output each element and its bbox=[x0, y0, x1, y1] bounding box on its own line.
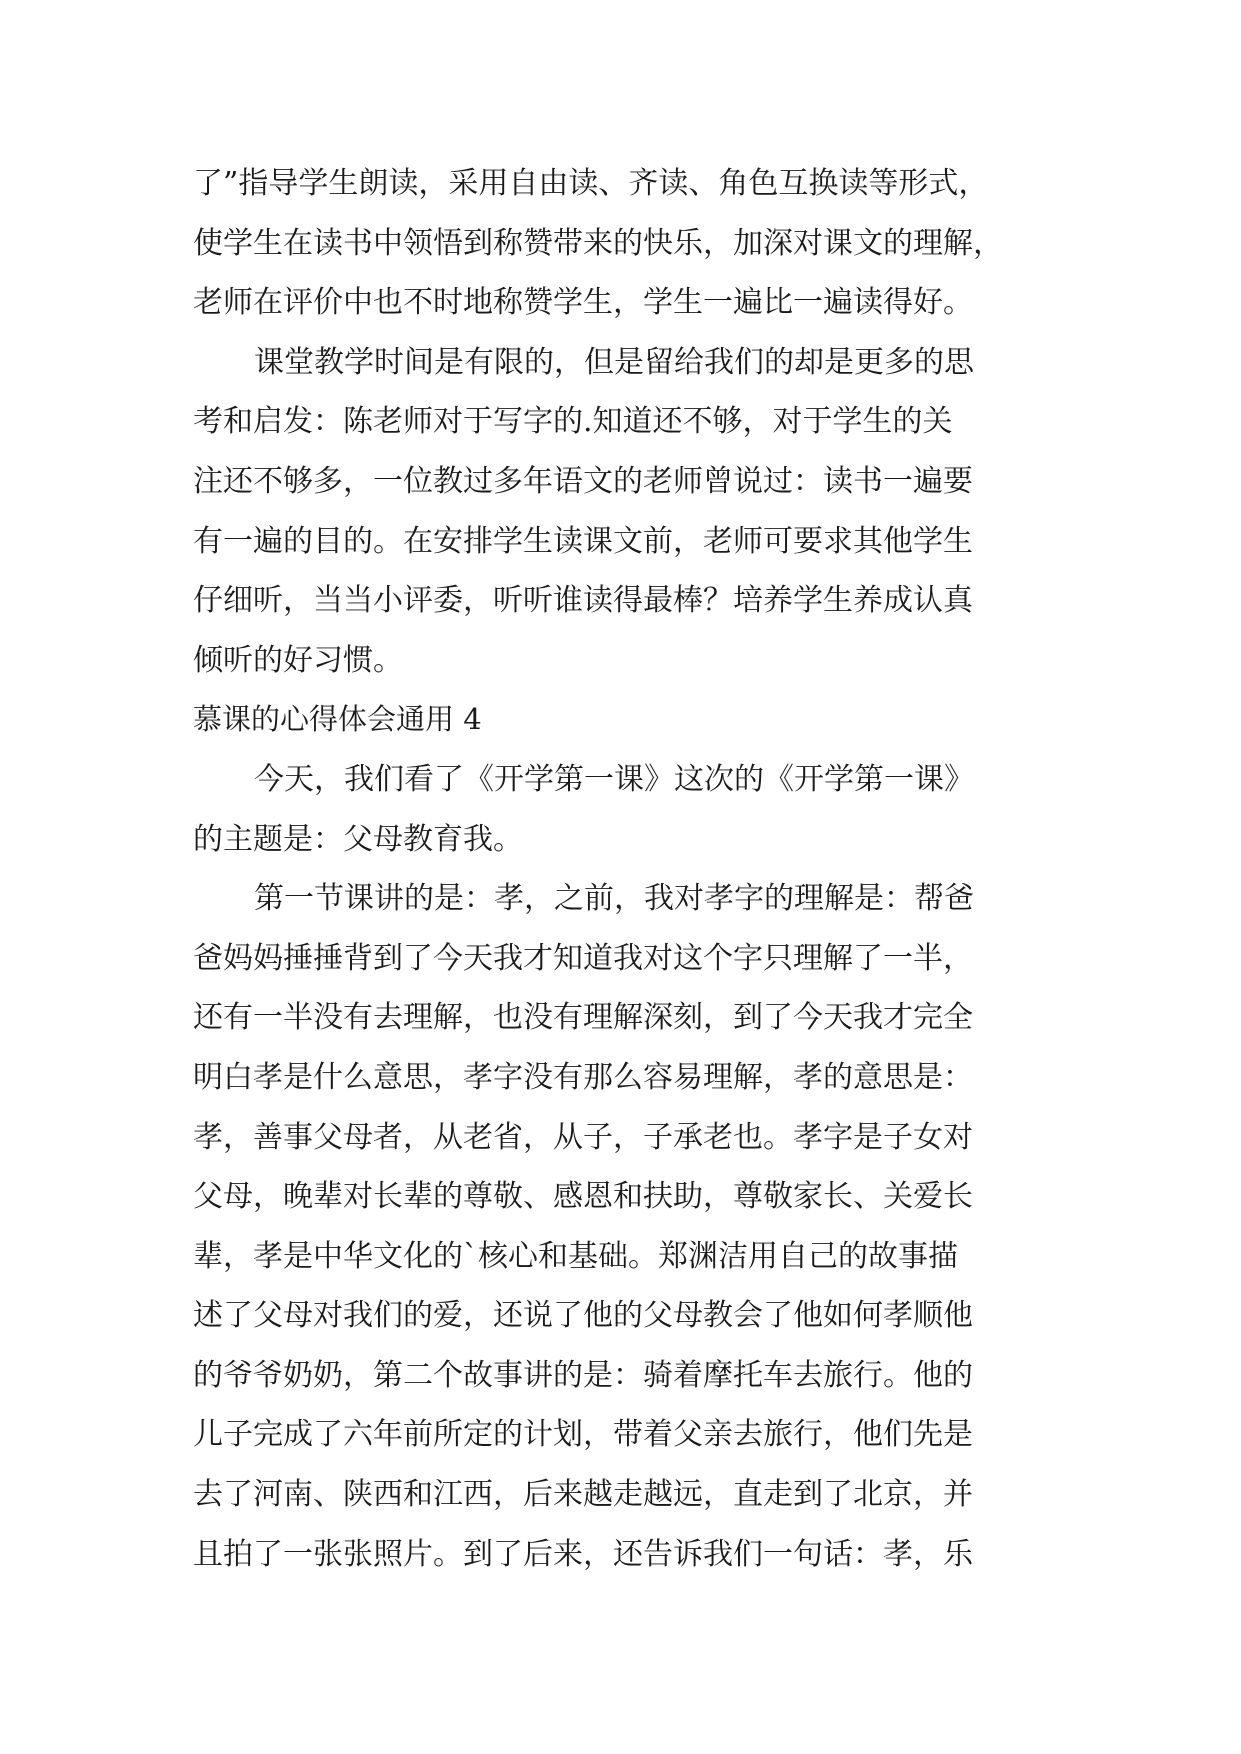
text-line: 还有一半没有去理解，也没有理解深刻，到了今天我才完全 bbox=[193, 1000, 973, 1036]
text-line: 有一遍的目的。在安排学生读课文前，老师可要求其他学生 bbox=[193, 523, 973, 559]
text-line: 仔细听，当当小评委，听听谁读得最棒？培养学生养成认真 bbox=[193, 583, 973, 619]
text-line: 述了父母对我们的爱，还说了他的父母教会了他如何孝顺他 bbox=[193, 1298, 973, 1334]
text-line: 父母，晚辈对长辈的尊敬、感恩和扶助，尊敬家长、关爱长 bbox=[193, 1179, 973, 1215]
text-line: 明白孝是什么意思，孝字没有那么容易理解，孝的意思是： bbox=[193, 1059, 973, 1095]
text-line: 且拍了一张张照片。到了后来，还告诉我们一句话：孝，乐 bbox=[193, 1536, 973, 1572]
text-line: 倾听的好习惯。 bbox=[193, 642, 403, 678]
text-line: 考和启发：陈老师对于写字的.知道还不够，对于学生的关 bbox=[193, 404, 953, 440]
text-line: 孝，善事父母者，从老省，从子，子承老也。孝字是子女对 bbox=[193, 1119, 973, 1155]
paragraph-first-line: 第一节课讲的是：孝，之前，我对孝字的理解是：帮爸 bbox=[254, 881, 974, 917]
text-line: 老师在评价中也不时地称赞学生，学生一遍比一遍读得好。 bbox=[193, 285, 973, 321]
text-line: 的主题是：父母教育我。 bbox=[193, 821, 523, 857]
text-line: 使学生在读书中领悟到称赞带来的快乐，加深对课文的理解， bbox=[193, 225, 1003, 261]
text-line: 儿子完成了六年前所定的计划，带着父亲去旅行，他们先是 bbox=[193, 1417, 973, 1453]
document-body bbox=[193, 154, 1093, 1584]
section-heading: 慕课的心得体会通用 4 bbox=[193, 702, 482, 737]
text-line: 去了河南、陕西和江西，后来越走越远，直走到了北京，并 bbox=[193, 1477, 973, 1513]
text-line: 注还不够多，一位教过多年语文的老师曾说过：读书一遍要 bbox=[193, 463, 973, 499]
text-line: 了”指导学生朗读，采用自由读、齐读、角色互换读等形式， bbox=[193, 166, 989, 201]
text-line: 的爷爷奶奶，第二个故事讲的是：骑着摩托车去旅行。他的 bbox=[193, 1357, 973, 1393]
text-line: 爸妈妈捶捶背到了今天我才知道我对这个字只理解了一半， bbox=[193, 940, 973, 976]
text-line: 辈，孝是中华文化的`核心和基础。郑渊洁用自己的故事描 bbox=[193, 1238, 958, 1274]
paragraph-first-line: 今天，我们看了《开学第一课》这次的《开学第一课》 bbox=[254, 761, 974, 797]
paragraph-first-line: 课堂教学时间是有限的，但是留给我们的却是更多的思 bbox=[254, 344, 974, 380]
